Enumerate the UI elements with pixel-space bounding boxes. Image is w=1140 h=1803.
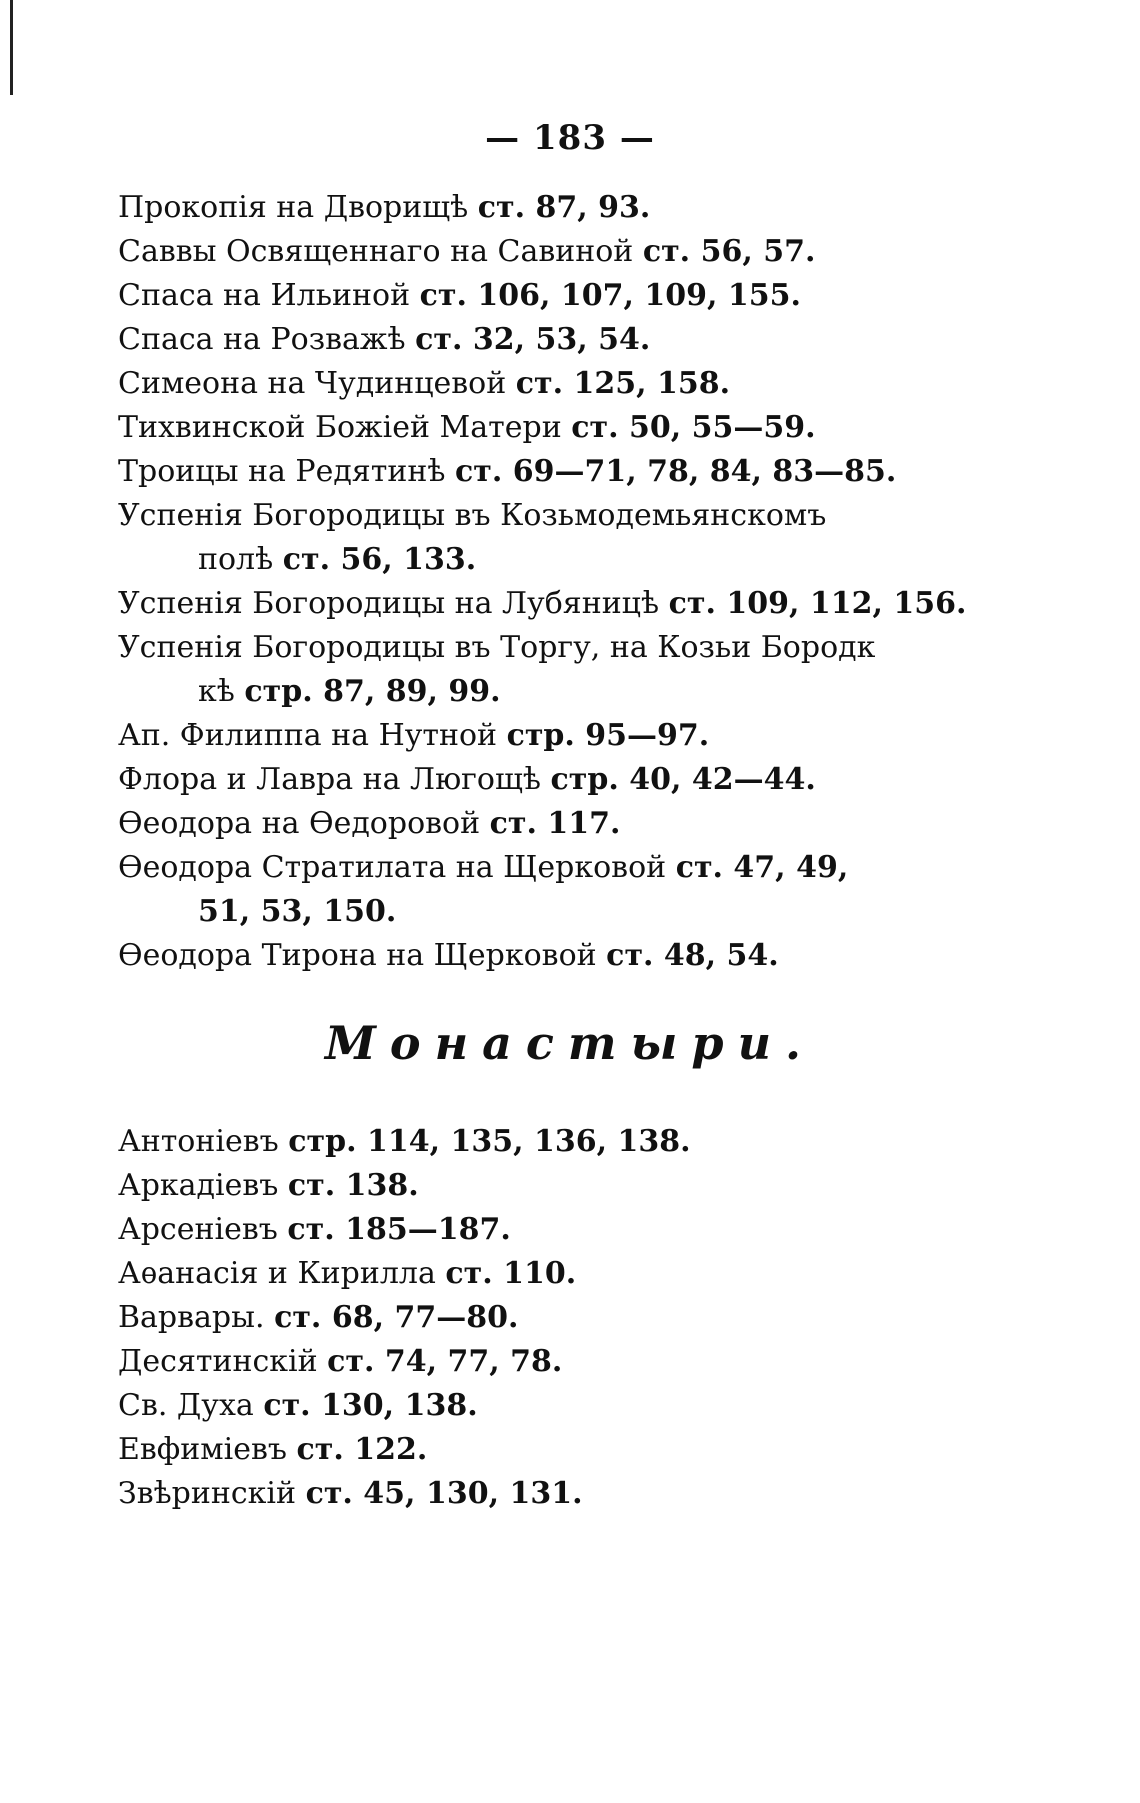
entry-name: Спаса на Ильиной <box>118 278 411 313</box>
entry-name: полѣ <box>198 542 274 577</box>
entry-refs: ст. 117. <box>489 806 621 841</box>
entry-refs: ст. 122. <box>296 1432 428 1467</box>
entry-refs: стр. 114, 135, 136, 138. <box>288 1124 691 1159</box>
entry-name: Аркадіевъ <box>118 1168 279 1203</box>
list-item <box>118 1472 918 1516</box>
entry-refs: ст. 74, 77, 78. <box>327 1344 563 1379</box>
entry-refs: ст. 185—187. <box>287 1212 511 1247</box>
entry-refs: ст. 45, 130, 131. <box>305 1476 583 1511</box>
entry-name: Ап. Филиппа на Нутной <box>118 718 498 753</box>
list-item <box>118 1428 918 1472</box>
entry-name: Спаса на Розважѣ <box>118 322 406 357</box>
list-item <box>118 494 918 538</box>
entry-name: Флора и Лавра на Люгощѣ <box>118 762 541 797</box>
list-item <box>118 1164 918 1208</box>
entry-name: Евфиміевъ <box>118 1432 287 1467</box>
entry-refs: ст. 110. <box>445 1256 577 1291</box>
list-item <box>118 1296 918 1340</box>
entry-refs: стр. 87, 89, 99. <box>244 674 501 709</box>
entry-name: кѣ <box>198 674 235 709</box>
list-item <box>118 846 918 890</box>
list-item <box>118 1340 918 1384</box>
entry-refs: ст. 138. <box>287 1168 419 1203</box>
page-number: — 183 — <box>485 118 655 158</box>
entry-name: Варвары. <box>118 1300 265 1335</box>
list-item <box>118 934 918 978</box>
list-item <box>118 186 918 230</box>
section-heading: Монастыри. <box>324 1016 816 1070</box>
list-item <box>118 582 967 626</box>
list-item <box>118 758 918 802</box>
entry-refs: ст. 87, 93. <box>477 190 651 225</box>
list-item <box>118 406 918 450</box>
entry-refs: стр. 40, 42—44. <box>550 762 816 797</box>
entry-name: Успенія Богородицы на Лубяницѣ <box>118 586 660 621</box>
list-item <box>118 626 918 670</box>
list-item <box>118 1252 918 1296</box>
entry-refs: ст. 56, 57. <box>642 234 816 269</box>
entry-name: Успенія Богородицы въ Торгу, на Козьи Бородк <box>118 630 876 665</box>
entry-name: Ѳеодора Стратилата на Щерковой <box>118 850 667 885</box>
entry-name: Успенія Богородицы въ Козьмодемьянскомъ <box>118 498 827 533</box>
entry-name: Ѳеодора Тирона на Щерковой <box>118 938 597 973</box>
list-item-continuation <box>118 890 918 934</box>
page-edge-line <box>10 0 13 95</box>
entry-name: Десятинскій <box>118 1344 318 1379</box>
entry-name: Св. Духа <box>118 1388 254 1423</box>
list-item-continuation <box>118 538 918 582</box>
entry-refs: ст. 32, 53, 54. <box>415 322 651 357</box>
monasteries-list <box>118 1120 918 1516</box>
entry-refs: ст. 125, 158. <box>515 366 731 401</box>
list-item <box>118 450 918 494</box>
entry-name: Антоніевъ <box>118 1124 279 1159</box>
entry-refs: ст. 106, 107, 109, 155. <box>419 278 801 313</box>
entry-name: Звѣринскій <box>118 1476 297 1511</box>
entry-refs: ст. 50, 55—59. <box>571 410 816 445</box>
list-item <box>118 1208 918 1252</box>
entry-name: Саввы Освященнаго на Савиной <box>118 234 634 269</box>
list-item <box>118 230 918 274</box>
entry-refs: 51, 53, 150. <box>198 894 397 929</box>
entry-refs: ст. 68, 77—80. <box>274 1300 519 1335</box>
entry-refs: ст. 69—71, 78, 84, 83—85. <box>454 454 897 489</box>
entry-name: Троицы на Редятинѣ <box>118 454 446 489</box>
entry-refs: ст. 47, 49, <box>675 850 849 885</box>
entry-refs: ст. 48, 54. <box>606 938 779 973</box>
entry-refs: стр. 95—97. <box>506 718 710 753</box>
list-item <box>118 802 918 846</box>
entry-refs: ст. 130, 138. <box>263 1388 478 1423</box>
entry-name: Ѳеодора на Ѳедоровой <box>118 806 481 841</box>
list-item <box>118 274 918 318</box>
entry-name: Прокопія на Дворищѣ <box>118 190 469 225</box>
list-item <box>118 1384 918 1428</box>
churches-list <box>118 186 967 978</box>
entry-name: Симеона на Чудинцевой <box>118 366 507 401</box>
entry-name: Арсеніевъ <box>118 1212 278 1247</box>
entry-refs: ст. 109, 112, 156. <box>668 586 967 621</box>
entry-name: Аѳанасія и Кирилла <box>118 1256 436 1291</box>
entry-refs: ст. 56, 133. <box>282 542 477 577</box>
list-item <box>118 318 918 362</box>
list-item-continuation <box>118 670 918 714</box>
list-item <box>118 1120 918 1164</box>
list-item <box>118 714 918 758</box>
list-item <box>118 362 918 406</box>
entry-name: Тихвинской Божіей Матери <box>118 410 562 445</box>
